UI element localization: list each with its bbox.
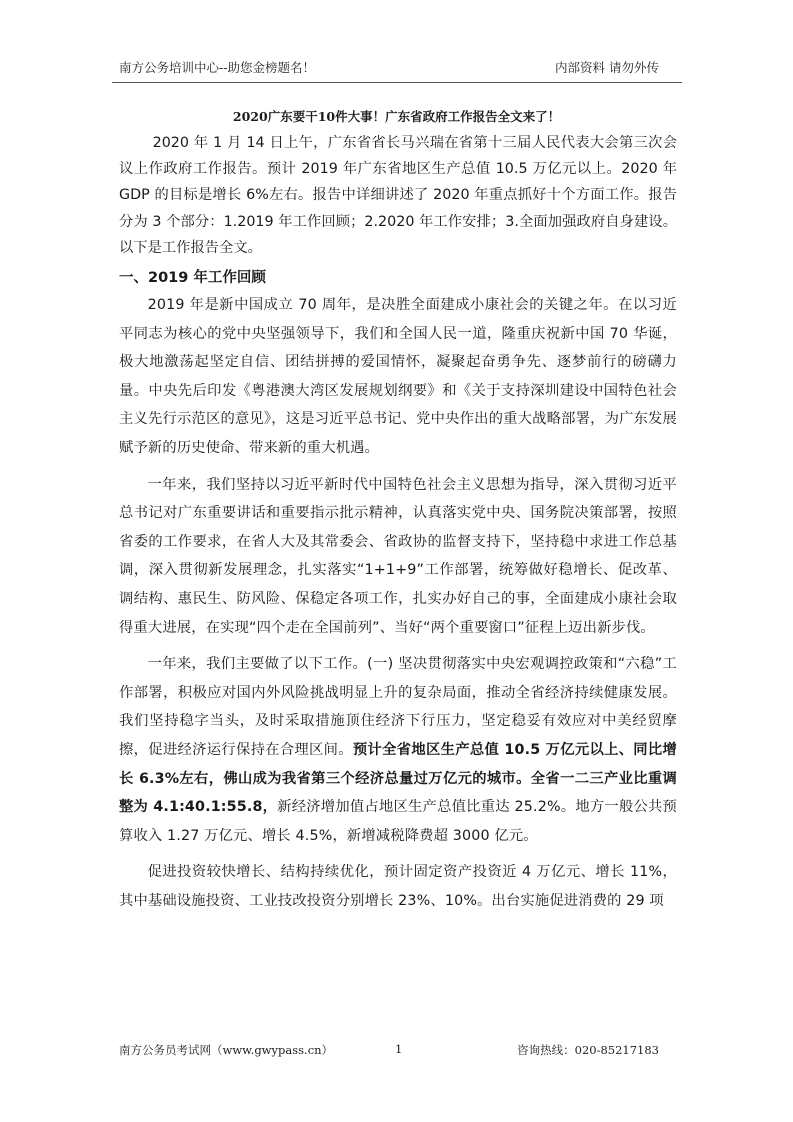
- body-paragraph-3: [119, 650, 677, 850]
- header-divider: [112, 82, 682, 83]
- body-paragraph-2: 一年来，我们坚持以习近平新时代中国特色社会主义思想为指导，深入贯彻习近平总书记对广东重要讲话和重要指示批示精神，认真落实党中央、国务院决策部署，按照省委的工作要求，在省人大及其常委会、省政协的监督支持下，坚持稳中求进工作总基调，深入贯彻新发展理念，扎实落实“1+1+9”工作部署，统筹做好稳增长、促改革、调结构、惠民生、防风险、保稳定各项工作，扎实办好自己的事，全面建成小康社会取得重大进展，在实现“四个走在全国前列”、当好“两个重要窗口”征程上迈出新步伐。: [119, 476, 677, 636]
- body-paragraph-4: 促进投资较快增长、结构持续优化，预计固定资产投资近 4 万亿元、增长 11%，其中基础设施投资、工业技改投资分别增长 23%、10%。出台实施促进消费的 29 项: [119, 864, 677, 909]
- page-number: 1: [395, 1042, 403, 1056]
- document-title: 2020广东要干10件大事！广东省政府工作报告全文来了！: [232, 109, 561, 124]
- intro-paragraph: 2020 年 1 月 14 日上午，广东省省长马兴瑞在省第十三届人民代表大会第三次会议上作政府工作报告。预计 2019 年广东省地区生产总值 10.5 万亿元以上。2020 年 GDP 的目标是增长 6%左右。报告中详细讲述了 2020 年重点抓好十个方面工作。报告分为 3 个部分：1.2019 年工作回顾；2.2020 年工作安排；3.全面加强政府自身建设。以下是工作报告全文。: [119, 135, 677, 256]
- paragraph-3-tail-text: 新经济增加值占地区生产总值比重达 25.2%。地方一般公共预算收入 1.27 万亿元、增长 4.5%，新增减税降费超 3000 亿元。: [119, 799, 677, 844]
- body-paragraph-1: 2019 年是新中国成立 70 周年，是决胜全面建成小康社会的关键之年。在以习近平同志为核心的党中央坚强领导下，我们和全国人民一道，隆重庆祝新中国 70 华诞，极大地激荡起坚定自信、团结拼搏的爱国情怀，凝聚起奋勇争先、逐梦前行的磅礴力量。中央先后印发《粤港澳大湾区发展规划纲要》和《关于支持深圳建设中国特色社会主义先行示范区的意见》，这是习近平总书记、党中央作出的重大战略部署，为广东发展赋予新的历史使命、带来新的重大机遇。: [119, 297, 677, 456]
- header-right-text: 内部资料 请勿外传: [555, 60, 659, 75]
- footer-hotline: 咨询热线：020-85217183: [517, 1043, 659, 1057]
- header-left-text: 南方公务培训中心--助您金榜题名！: [119, 60, 315, 75]
- section-heading-2019-review: 一、2019 年工作回顾: [119, 270, 266, 287]
- page-header: [119, 58, 659, 76]
- paragraph-3-text: 一年来，我们主要做了以下工作。(一) 坚决贯彻落实中央宏观调控政策和“六稳”工作部署，积极应对国内外风险挑战明显上升的复杂局面，推动全省经济持续健康发展。我们坚持稳字当头，及时采取措施顶住经济下行压力，坚定稳妥有效应对中美经贸摩擦，促进经济运行保持在合理区间。: [119, 656, 677, 758]
- document-body: [119, 130, 677, 923]
- paragraph-3-bold-text: 预计全省地区生产总值 10.5 万亿元以上、同比增长 6.3%左右，佛山成为我省第三个经济总量过万亿元的城市。全省一二三产业比重调整为 4.1:40.1:55.8，: [119, 741, 677, 816]
- footer-website: 南方公务员考试网（www.gwypass.cn）: [119, 1043, 334, 1057]
